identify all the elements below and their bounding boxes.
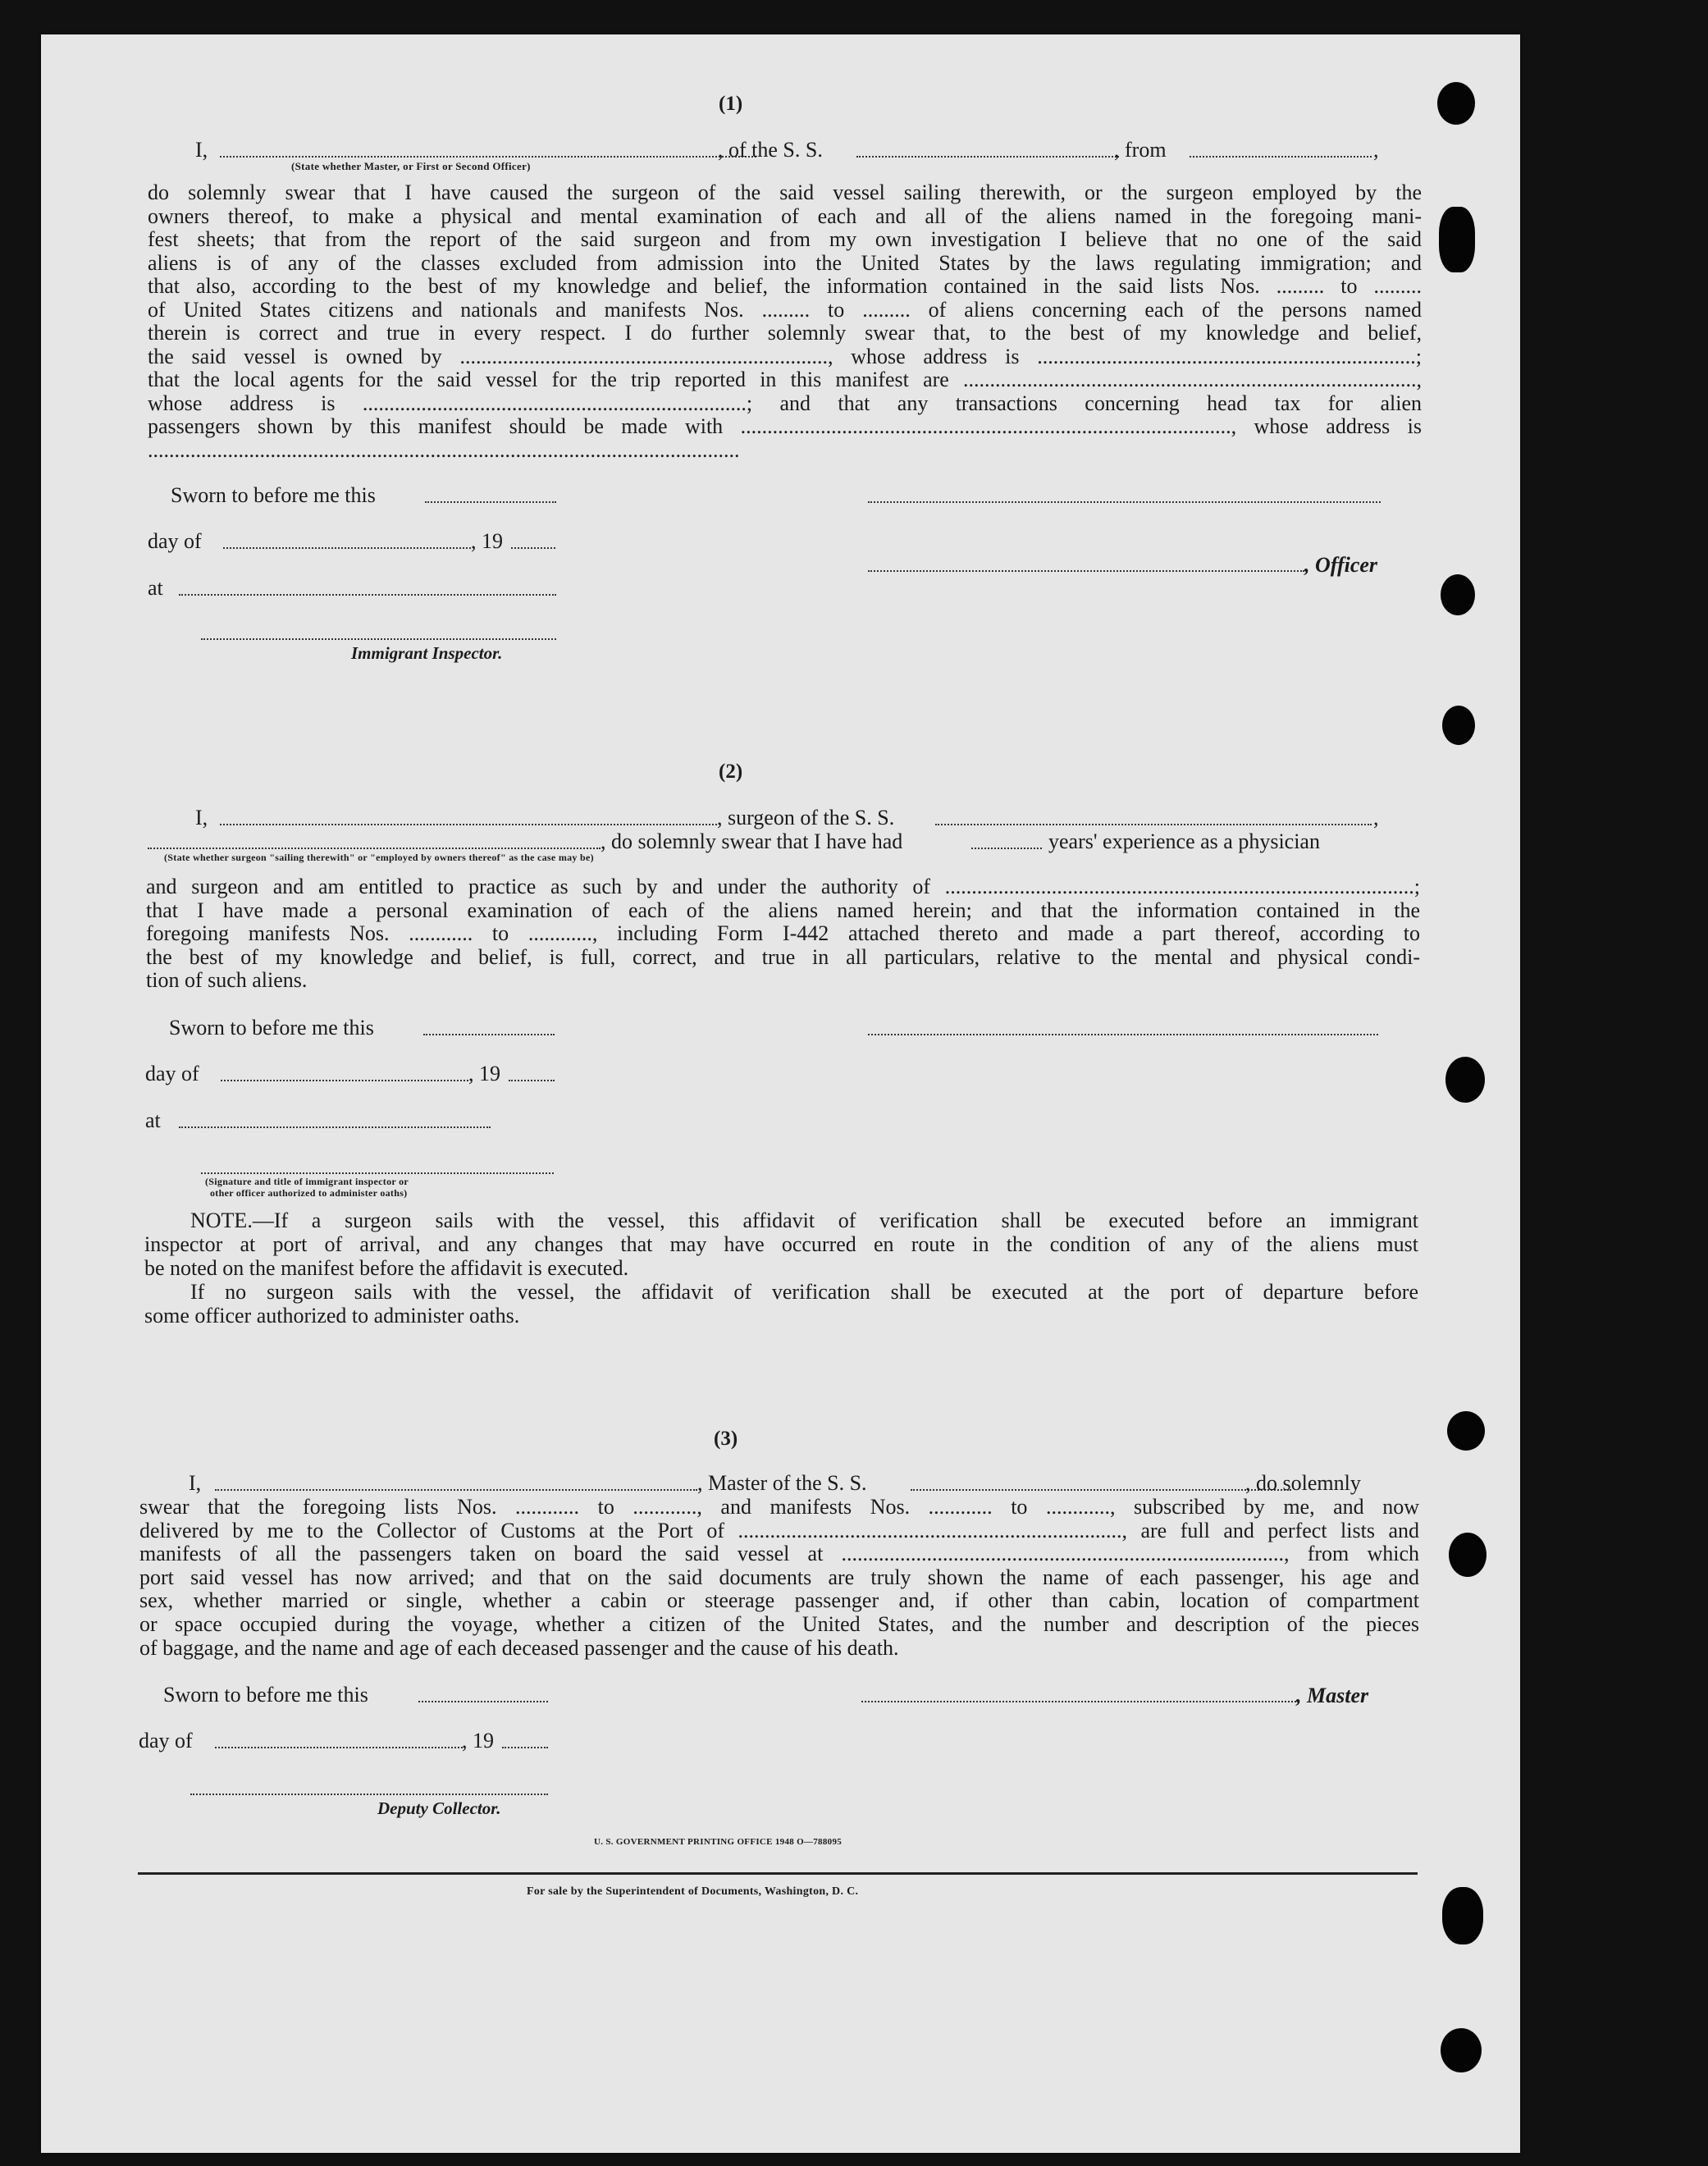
s2-note (144, 1209, 1418, 1327)
s2-year-label: , 19 (468, 1062, 500, 1085)
s2-sig-note-1: (Signature and title of immigrant inspector or (205, 1176, 409, 1187)
punch-hole (1441, 2028, 1482, 2072)
s3-year-blank (502, 1747, 548, 1748)
punch-hole (1441, 574, 1475, 615)
s1-at-blank (179, 594, 556, 596)
s1-body-line: passengers shown by this manifest should be made with ............................................................................................, whose address is (148, 414, 1422, 438)
s3-solemnly-label: , do solemnly (1245, 1471, 1361, 1495)
s3-master-ss-label: , Master of the S. S. (697, 1471, 867, 1495)
s3-body-line: or space occupied during the voyage, whether a citizen of the United States, and the number and description of the pieces (139, 1611, 1419, 1636)
s3-year-label: , 19 (462, 1729, 494, 1752)
s2-body-line: the best of my knowledge and belief, is full, correct, and true in all particulars, relative to the mental and physical condi- (146, 944, 1420, 969)
s2-surgeon-ss-label: , surgeon of the S. S. (717, 806, 895, 829)
gpo-imprint: U. S. GOVERNMENT PRINTING OFFICE 1948 O—788095 (594, 1837, 843, 1847)
s2-at-label: at (145, 1108, 161, 1132)
s2-body-line: and surgeon and am entitled to practice as such by and under the authority of ........................................................................................; (146, 875, 1420, 898)
s1-body-line: that also, according to the best of my knowledge and belief, the information contained in the said lists Nos. ......... to ......... (148, 274, 1422, 298)
s1-signature-blank (868, 501, 1381, 503)
sale-notice: For sale by the Superintendent of Documents, Washington, D. C. (527, 1885, 859, 1898)
punch-hole (1437, 82, 1475, 125)
s1-from-blank (1190, 156, 1372, 158)
s2-sig-line (201, 1172, 554, 1174)
s3-name-blank (215, 1489, 697, 1491)
s3-body-line: sex, whether married or single, whether a cabin or steerage passenger and, if other than cabin, location of compartment (139, 1588, 1419, 1613)
s1-body-line: whose address is ........................................................................; and that any transactions concerning head tax for alien (148, 391, 1422, 415)
s3-sworn-blank (418, 1701, 548, 1702)
s1-of-ss-label: , of the S. S. (718, 138, 823, 162)
s1-body-line: fest sheets; that from the report of the said surgeon and from my own investigation I believe that no one of the said (148, 227, 1422, 251)
s1-sworn-label: Sworn to before me this (171, 483, 376, 507)
s1-body-line: therein is correct and true in every respect. I do further solemnly swear that, to the best of my knowledge and belief, (148, 321, 1422, 345)
punch-hole (1442, 706, 1475, 745)
s1-inspector-line (201, 638, 556, 640)
s2-capacity-note: (State whether surgeon "sailing therewith" or "employed by owners thereof" as the case may be) (164, 852, 594, 863)
s1-body (148, 180, 1422, 461)
s2-years-label: years' experience as a physician (1048, 829, 1320, 853)
s1-body-line: of United States citizens and nationals and manifests Nos. ......... to ......... of aliens concerning each of the persons named (148, 297, 1422, 322)
punch-hole (1447, 1411, 1485, 1451)
s3-body-line: delivered by me to the Collector of Customs at the Port of ........................................................................, are full and perfect lists and (139, 1518, 1419, 1542)
punch-hole (1449, 1533, 1487, 1577)
s1-from-label: , from (1114, 138, 1167, 162)
s2-i-label: I, (195, 806, 208, 829)
s1-ship-blank (856, 156, 1119, 158)
s2-line-end: , (1373, 806, 1379, 829)
s2-sworn-label: Sworn to before me this (169, 1016, 374, 1040)
s3-ship-blank (911, 1489, 1291, 1491)
s2-day-of-label: day of (145, 1062, 199, 1085)
s1-sworn-blank (425, 501, 556, 503)
s3-body-line: of baggage, and the name and age of each deceased passenger and the cause of his death. (139, 1635, 899, 1660)
s1-officer-label: , Officer (1304, 553, 1378, 577)
s2-body-line: that I have made a personal examination of each of the aliens named herein; and that the information contained in the (146, 898, 1420, 922)
s2-sig-note-2: other officer authorized to administer oaths) (210, 1187, 408, 1199)
s2-ship-blank (935, 824, 1372, 825)
s1-body-line: ............................................................................................................... (148, 437, 740, 461)
s3-collector-label: Deputy Collector. (377, 1798, 501, 1818)
s1-at-label: at (148, 576, 163, 600)
s2-day-blank (221, 1080, 468, 1081)
s3-master-blank (861, 1701, 1296, 1702)
s1-body-line: do solemnly swear that I have caused the surgeon of the said vessel sailing therewith, or the surgeon employed by the (148, 180, 1422, 204)
s3-master-label: , Master (1296, 1684, 1369, 1707)
s3-sworn-label: Sworn to before me this (163, 1683, 368, 1707)
s2-body-line: tion of such aliens. (146, 968, 308, 993)
s3-body-line: port said vessel has now arrived; and that on the said documents are truly shown the name of each passenger, his age and (139, 1565, 1419, 1589)
s2-body-line: foregoing manifests Nos. ............ to ............, including Form I-442 attached thereto and made a part thereof, according to (146, 921, 1420, 946)
s2-swear-label: , do solemnly swear that I have had (601, 829, 903, 853)
s2-years-blank (971, 848, 1042, 849)
s2-year-blank (509, 1080, 555, 1081)
s1-day-blank (223, 547, 471, 549)
s2-body (146, 875, 1420, 992)
s2-note-line: inspector at port of arrival, and any changes that may have occurred en route in the condition of any of the aliens must (144, 1232, 1418, 1256)
s1-year-label: , 19 (471, 529, 503, 553)
s2-name-blank (220, 824, 717, 825)
s1-body-line: the said vessel is owned by ....................................................................., whose address is .......................................................................; (148, 344, 1422, 368)
s1-body-line: that the local agents for the said vessel for the trip reported in this manifest are ....................................................................................., (148, 368, 1422, 391)
s3-body-line: swear that the foregoing lists Nos. ............ to ............, and manifests Nos. ............ to ............, subscribed by me, and now (139, 1495, 1419, 1519)
s3-i-label: I, (189, 1471, 202, 1495)
punch-hole (1439, 207, 1475, 272)
s1-name-blank (220, 156, 756, 158)
s2-capacity-blank (148, 848, 601, 849)
s2-signature-blank (868, 1034, 1378, 1035)
s2-note-line: If no surgeon sails with the vessel, the affidavit of verification shall be executed at the port of departure before (190, 1280, 1418, 1304)
s2-sworn-blank (423, 1034, 555, 1035)
s1-inspector-label: Immigrant Inspector. (351, 643, 503, 663)
s3-body (139, 1495, 1419, 1659)
punch-hole (1442, 1887, 1483, 1944)
s1-day-of-label: day of (148, 529, 202, 553)
s3-body-line: manifests of all the passengers taken on board the said vessel at ..................................................................................., from which (139, 1542, 1419, 1566)
s1-body-line: owners thereof, to make a physical and mental examination of each and all of the aliens named in the foregoing mani- (148, 203, 1422, 228)
punch-hole (1445, 1057, 1485, 1103)
s3-day-blank (215, 1747, 463, 1748)
s3-collector-line (190, 1794, 548, 1795)
s2-at-blank (179, 1126, 491, 1128)
s3-day-of-label: day of (139, 1729, 193, 1752)
s1-body-line: aliens is of any of the classes excluded from admission into the United States by the laws regulating immigration; and (148, 250, 1422, 275)
s1-officer-note: (State whether Master, or First or Second Officer) (291, 160, 531, 172)
form-page: (1) I, , of the S. S. , from , (State whether Master, or First or Second Officer) do solemnly swear that I have caused the surgeon of the said vessel sailing therewith, or the surgeon employed by the owners thereof, to make a physical and mental examination of each and all of the aliens named in the foregoing mani- fest sheets; that from the report of the said surgeon and from my own investigation I believe that no one of the said aliens is of any of the classes excluded from admission into the United States by the laws regulating immigration; and that also, according to the best of my knowledge and belief, the information contained in the said lists Nos. ......... to ......... of United States citizens and nationals and manifests Nos. ......... to ......... of aliens concerning each of the persons named therein is correct and true in every respect. I do further solemnly swear that, to the best of my knowledge and belief, the said vessel is owned by ....................................................................., whose address is .......................................................................; that the local agents for the said vessel for the trip reported in this manifest are ....................................................................................., whose address is ........................................................................; and that any transactions concerning head tax for alien passengers shown by this manifest should be made with ............................................................................................, whose address is ............................................................................................................... Sworn to before me this day of , 19 , Officer at Immigrant Inspector. (2) I, , surgeon of the S. S. , , do solemnly swear that I have had years' experience as a physician (State whether surgeon "sailing therewith" or "employed by owners thereof" as the case may be) and surgeon and am entitled to practice as such by and under the authority of ........................................................................................; that I have made a personal examination of each of the aliens named herein; and that the information contained in the foregoing manifests Nos. ............ to ............, including Form I-442 attached thereto and made a part thereof, according to the best of my knowledge and belief, is full, correct, and true in all particulars, relative to the mental and physical condi- tion of such aliens. Sworn to before me this day of , 19 at (Signature and title of immigrant inspector or other officer authorized to administer oaths) NOTE.—If a surgeon sails with the vessel, this affidavit of verification shall be executed before an immigrant inspector at port of arrival, and any changes that may have occurred en route in the condition of any of the aliens must be noted on the manifest before the affidavit is executed. If no surgeon sails with the vessel, the affidavit of verification shall be executed at the port of departure before some officer authorized to administer oaths. (3) I, , Master of the S. S. , do solemnly swear that the foregoing lists Nos. ............ to ............, and manifests Nos. ............ to ............, subscribed by me, and now delivered by me to the Collector of Customs at the Port of ........................................................................, are full and perfect lists and manifests of all the passengers taken on board the said vessel at ..................................................................................., from which port said vessel has now arrived; and that on the said documents are truly shown the name of each passenger, his age and sex, whether married or single, whether a cabin or steerage passenger and, if other than cabin, location of compartment or space occupied during the voyage, whether a citizen of the United States, and the number and description of the pieces of baggage, and the name and age of each deceased passenger and the cause of his death. Sworn to before me this , Master day of , 19 Deputy Collector. U. S. GOVERNMENT PRINTING OFFICE 1948 O—788095 For sale by the Superintendent of Documents, Washington, D. C. (41, 34, 1520, 2153)
s2-note-line: NOTE.—If a surgeon sails with the vessel, this affidavit of verification shall be executed before an immigrant (190, 1209, 1418, 1232)
footer-rule (138, 1872, 1418, 1875)
s1-officer-blank (868, 570, 1304, 572)
s1-i-label: I, (195, 138, 208, 162)
s2-note-line: some officer authorized to administer oaths. (144, 1304, 520, 1327)
s1-year-blank (511, 547, 555, 549)
s2-note-line: be noted on the manifest before the affidavit is executed. (144, 1256, 629, 1280)
s1-line-end: , (1373, 138, 1379, 162)
